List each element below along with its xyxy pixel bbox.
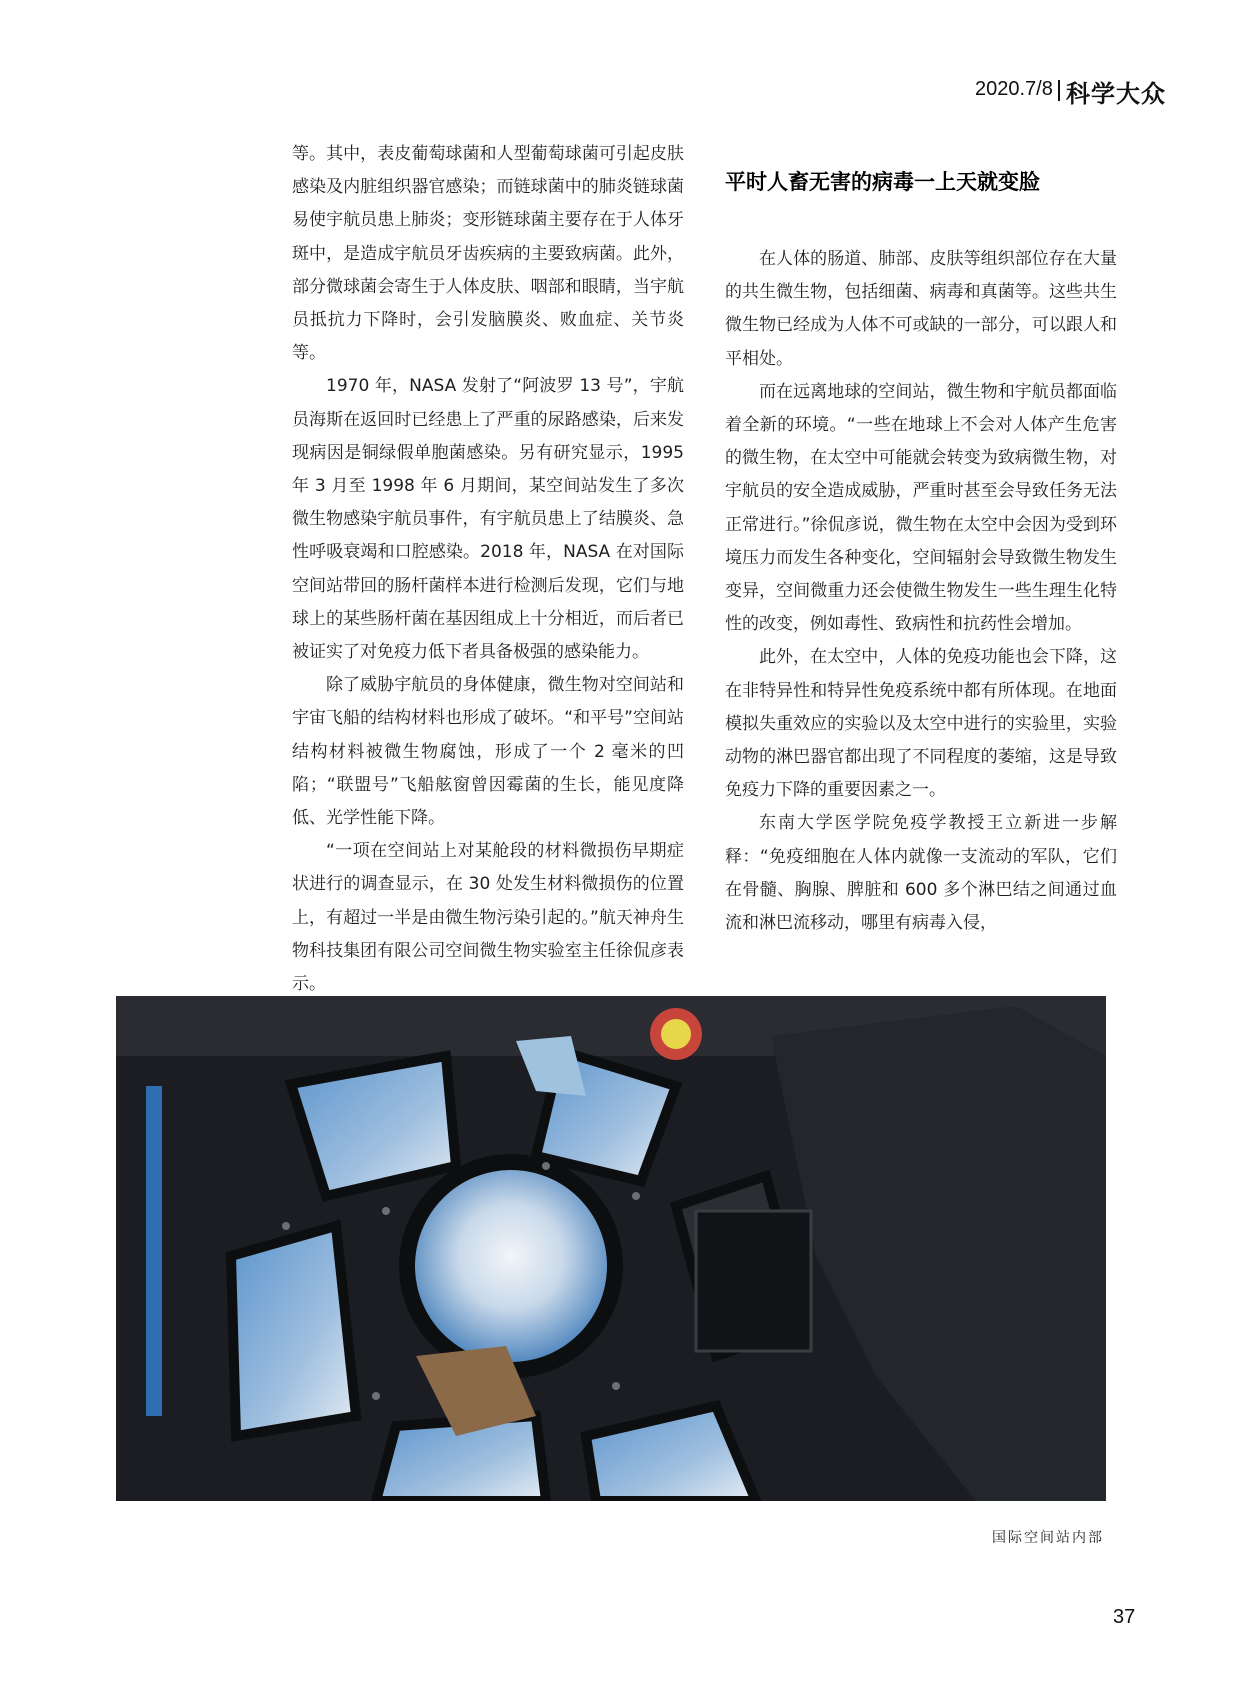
figure-caption: 国际空间站内部 — [992, 1530, 1104, 1546]
paragraph: 此外，在太空中，人体的免疫功能也会下降，这在非特异性和特异性免疫系统中都有所体现。在地面模拟失重效应的实验以及太空中进行的实验里，实验动物的淋巴器官都出现了不同程度的萎缩，这是导致免疫力下降的重要因素之一。 — [725, 647, 1117, 801]
issue-date: 2020.7/8 — [975, 78, 1053, 100]
iss-cupola-photo — [116, 996, 1106, 1501]
paragraph: 东南大学医学院免疫学教授王立新进一步解释：“免疫细胞在人体内就像一支流动的军队，它们在骨髓、胸腺、脾脏和 600 多个淋巴结之间通过血流和淋巴流移动，哪里有病毒入侵， — [725, 813, 1117, 934]
paragraph: 在人体的肠道、肺部、皮肤等组织部位存在大量的共生微生物，包括细菌、病毒和真菌等。这些共生微生物已经成为人体不可或缺的一部分，可以跟人和平相处。 — [725, 249, 1117, 369]
paragraph: 等。其中，表皮葡萄球菌和人型葡萄球菌可引起皮肤感染及内脏组织器官感染；而链球菌中的肺炎链球菌易使宇航员患上肺炎；变形链球菌主要存在于人体牙斑中，是造成宇航员牙齿疾病的主要致病菌。此外，部分微球菌会寄生于人体皮肤、咽部和眼睛，当宇航员抵抗力下降时，会引发脑膜炎、败血症、关节炎等。 — [292, 144, 684, 364]
right-column — [725, 138, 1117, 940]
paragraph: 除了威胁宇航员的身体健康，微生物对空间站和宇宙飞船的结构材料也形成了破坏。“和平号”空间站结构材料被微生物腐蚀，形成了一个 2 毫米的凹陷；“联盟号”飞船舷窗曾因霉菌的生长，能见度降低、光学性能下降。 — [292, 675, 684, 829]
page-number: 37 — [1113, 1606, 1136, 1628]
paragraph: 1970 年，NASA 发射了“阿波罗 13 号”，宇航员海斯在返回时已经患上了严重的尿路感染，后来发现病因是铜绿假单胞菌感染。另有研究显示，1995 年 3 月至 1998 年 6 月期间，某空间站发生了多次微生物感染宇航员事件，有宇航员患上了结膜炎、急性呼吸衰竭和口腔感染。2018 年，NASA 在对国际空间站带回的肠杆菌样本进行检测后发现，它们与地球上的某些肠杆菌在基因组成上十分相近，而后者已被证实了对免疫力低下者具备极强的感染能力。 — [292, 376, 684, 663]
section-heading: 平时人畜无害的病毒一上天就变脸 — [725, 170, 1040, 194]
magazine-logo: 科学大众 — [1066, 79, 1166, 108]
paragraph: 而在远离地球的空间站，微生物和宇航员都面临着全新的环境。“一些在地球上不会对人体产生危害的微生物，在太空中可能就会转变为致病微生物，对宇航员的安全造成威胁，严重时甚至会导致任务无法正常进行。”徐侃彦说，微生物在太空中会因为受到环境压力而发生各种变化，空间辐射会导致微生物发生变异，空间微重力还会使微生物发生一些生理生化特性的改变，例如毒性、致病性和抗药性会增加。 — [725, 381, 1117, 635]
paragraph: “一项在空间站上对某舱段的材料微损伤早期症状进行的调查显示，在 30 处发生材料微损伤的位置上，有超过一半是由微生物污染引起的。”航天神舟生物科技集团有限公司空间微生物实验室主任徐侃彦表示。 — [292, 841, 684, 995]
left-column — [292, 138, 684, 1001]
header-divider — [1058, 80, 1060, 101]
